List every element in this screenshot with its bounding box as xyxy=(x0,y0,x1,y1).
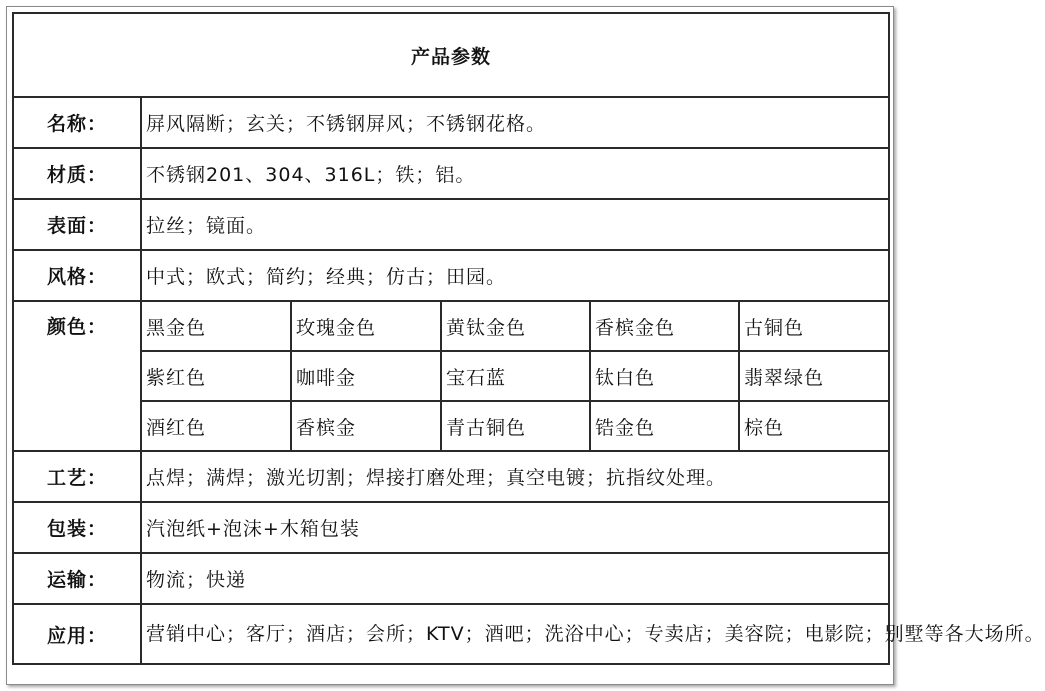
style-label: 风格： xyxy=(13,250,141,301)
packaging-value: 汽泡纸+泡沫+木箱包装 xyxy=(141,502,889,553)
color-label: 颜色： xyxy=(13,301,141,451)
row-name xyxy=(13,97,889,148)
craft-label: 工艺： xyxy=(13,451,141,502)
transport-value: 物流；快递 xyxy=(141,553,889,604)
transport-label: 运输： xyxy=(13,553,141,604)
row-surface xyxy=(13,199,889,250)
color-option: 黄钛金色 xyxy=(441,301,590,351)
packaging-label: 包装： xyxy=(13,502,141,553)
color-option: 宝石蓝 xyxy=(441,351,590,401)
color-option: 锆金色 xyxy=(590,401,739,451)
color-option: 棕色 xyxy=(739,401,889,451)
surface-value: 拉丝；镜面。 xyxy=(141,199,889,250)
color-option: 玫瑰金色 xyxy=(291,301,441,351)
row-application xyxy=(13,604,889,664)
row-style xyxy=(13,250,889,301)
product-spec-table xyxy=(12,12,1045,665)
row-packaging xyxy=(13,502,889,553)
row-material xyxy=(13,148,889,199)
color-option: 香槟金 xyxy=(291,401,441,451)
name-value: 屏风隔断；玄关；不锈钢屏风；不锈钢花格。 xyxy=(141,97,889,148)
color-option: 酒红色 xyxy=(141,401,291,451)
color-option: 翡翠绿色 xyxy=(739,351,889,401)
row-craft xyxy=(13,451,889,502)
color-option: 青古铜色 xyxy=(441,401,590,451)
color-option: 黑金色 xyxy=(141,301,291,351)
row-color-1 xyxy=(13,301,889,351)
page-title: 产品参数 xyxy=(13,13,889,97)
color-option: 钛白色 xyxy=(590,351,739,401)
row-transport xyxy=(13,553,889,604)
craft-value: 点焊；满焊；激光切割；焊接打磨处理；真空电镀；抗指纹处理。 xyxy=(141,451,889,502)
name-label: 名称： xyxy=(13,97,141,148)
style-value: 中式；欧式；简约；经典；仿古；田园。 xyxy=(141,250,889,301)
application-value: 营销中心；客厅；酒店；会所；KTV；酒吧；洗浴中心；专卖店；美容院；电影院；别墅等各大场所。 xyxy=(141,604,889,664)
color-option: 紫红色 xyxy=(141,351,291,401)
row-color-3 xyxy=(13,401,889,451)
row-color-2 xyxy=(13,351,889,401)
color-option: 古铜色 xyxy=(739,301,889,351)
color-option: 咖啡金 xyxy=(291,351,441,401)
color-option: 香槟金色 xyxy=(590,301,739,351)
material-label: 材质： xyxy=(13,148,141,199)
material-value: 不锈钢201、304、316L；铁；铝。 xyxy=(141,148,889,199)
application-label: 应用： xyxy=(13,604,141,664)
surface-label: 表面： xyxy=(13,199,141,250)
